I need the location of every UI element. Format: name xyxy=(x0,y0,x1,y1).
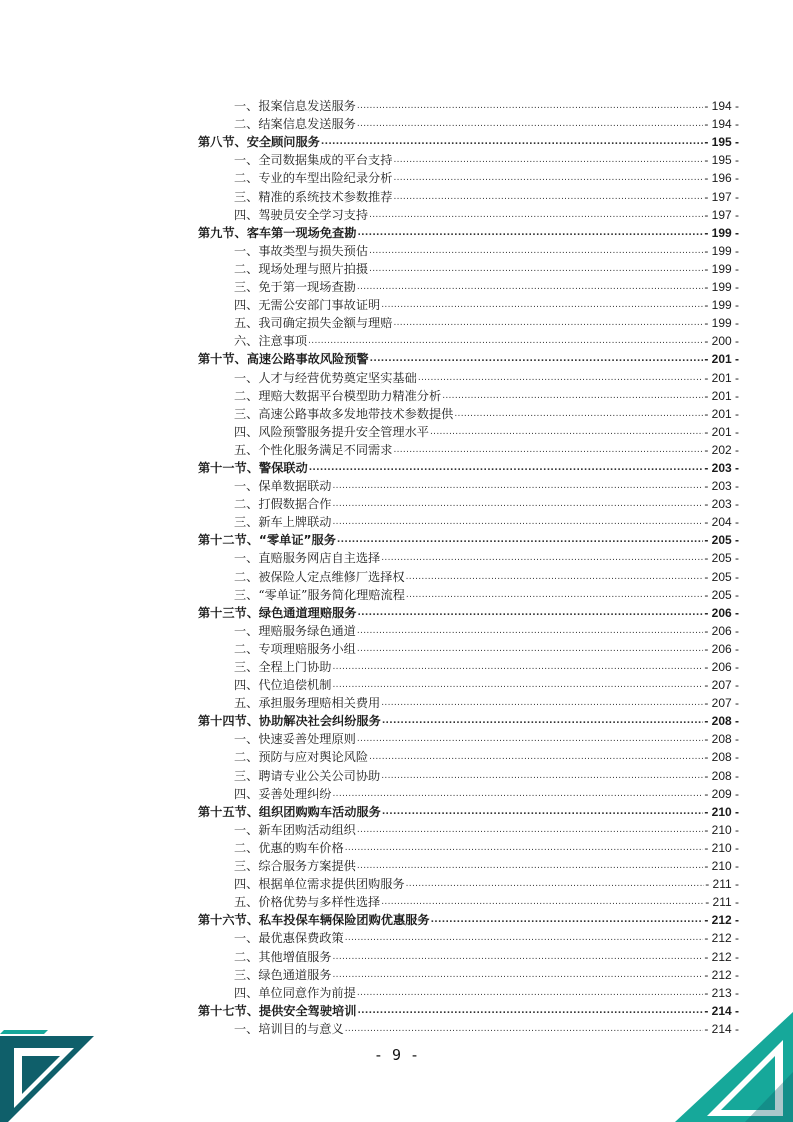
toc-entry-title: 第九节、客车第一现场免查勘 xyxy=(198,225,357,240)
toc-entry-title: 第十二节、“零单证”服务 xyxy=(198,533,336,548)
toc-subsection-entry[interactable] xyxy=(198,95,739,113)
toc-entry-title: 一、快速妥善处理原则 xyxy=(234,732,356,747)
toc-dot-leader xyxy=(333,497,704,511)
toc-dot-leader xyxy=(357,624,703,638)
toc-entry-title: 五、价格优势与多样性选择 xyxy=(234,895,381,910)
toc-entry-title: 二、预防与应对舆论风险 xyxy=(234,750,369,765)
toc-subsection-entry[interactable] xyxy=(198,982,739,1000)
toc-entry-page: - 211 - xyxy=(705,877,739,892)
toc-entry-page: - 208 - xyxy=(704,714,739,729)
toc-subsection-entry[interactable] xyxy=(198,421,739,439)
toc-entry-title: 二、被保险人定点维修厂选择权 xyxy=(234,569,405,584)
toc-dot-leader xyxy=(393,316,703,330)
toc-subsection-entry[interactable] xyxy=(198,547,739,565)
toc-entry-page: - 206 - xyxy=(704,623,739,638)
toc-entry-title: 二、专业的车型出险纪录分析 xyxy=(234,171,393,186)
toc-section-entry[interactable] xyxy=(198,909,739,927)
toc-entry-title: 二、结案信息发送服务 xyxy=(234,117,356,132)
toc-dot-leader xyxy=(308,334,703,348)
toc-dot-leader xyxy=(357,859,703,873)
toc-dot-leader xyxy=(357,642,703,656)
toc-entry-page: - 204 - xyxy=(704,515,739,530)
toc-entry-page: - 211 - xyxy=(705,895,739,910)
toc-entry-page: - 206 - xyxy=(704,641,739,656)
toc-subsection-entry[interactable] xyxy=(198,584,739,602)
toc-entry-page: - 199 - xyxy=(704,316,739,331)
toc-dot-leader xyxy=(430,425,703,439)
toc-entry-title: 一、直赔服务网店自主选择 xyxy=(234,551,381,566)
toc-entry-title: 一、报案信息发送服务 xyxy=(234,99,356,114)
toc-entry-title: 五、个性化服务满足不同需求 xyxy=(234,442,393,457)
toc-subsection-entry[interactable] xyxy=(198,493,739,511)
toc-entry-page: - 199 - xyxy=(704,261,739,276)
toc-subsection-entry[interactable] xyxy=(198,565,739,583)
toc-entry-page: - 212 - xyxy=(704,949,739,964)
toc-entry-title: 一、保单数据联动 xyxy=(234,479,332,494)
toc-subsection-entry[interactable] xyxy=(198,294,739,312)
toc-entry-page: - 203 - xyxy=(704,497,739,512)
toc-entry-title: 四、根据单位需求提供团购服务 xyxy=(234,877,405,892)
toc-entry-page: - 210 - xyxy=(704,822,739,837)
toc-dot-leader xyxy=(442,389,703,403)
page-number: - 9 - xyxy=(373,1046,420,1064)
toc-section-entry[interactable] xyxy=(198,529,739,547)
toc-entry-title: 一、培训目的与意义 xyxy=(234,1021,344,1036)
toc-entry-page: - 212 - xyxy=(704,931,739,946)
corner-decoration-right xyxy=(675,1012,793,1122)
toc-entry-page: - 201 - xyxy=(704,388,739,403)
toc-entry-title: 三、绿色通道服务 xyxy=(234,967,332,982)
toc-dot-leader xyxy=(333,968,704,982)
toc-entry-page: - 197 - xyxy=(704,207,739,222)
toc-section-entry[interactable] xyxy=(198,710,739,728)
toc-subsection-entry[interactable] xyxy=(198,855,739,873)
toc-dot-leader xyxy=(381,895,704,909)
table-of-contents xyxy=(198,95,739,1036)
toc-entry-page: - 208 - xyxy=(704,732,739,747)
toc-dot-leader xyxy=(369,750,703,764)
toc-entry-title: 第十七节、提供安全驾驶培训 xyxy=(198,1003,357,1018)
toc-entry-page: - 210 - xyxy=(704,804,739,819)
toc-entry-page: - 212 - xyxy=(704,967,739,982)
toc-entry-title: 二、其他增值服务 xyxy=(234,949,332,964)
toc-entry-page: - 208 - xyxy=(704,768,739,783)
toc-entry-title: 三、“零单证”服务简化理赔流程 xyxy=(234,587,405,602)
toc-entry-page: - 197 - xyxy=(704,189,739,204)
toc-dot-leader xyxy=(393,171,703,185)
toc-entry-page: - 202 - xyxy=(704,442,739,457)
toc-dot-leader xyxy=(309,461,704,475)
toc-dot-leader xyxy=(381,551,703,565)
toc-entry-title: 第十节、高速公路事故风险预警 xyxy=(198,352,369,367)
toc-entry-title: 二、现场处理与照片拍摄 xyxy=(234,261,369,276)
toc-subsection-entry[interactable] xyxy=(198,964,739,982)
toc-entry-page: - 201 - xyxy=(704,424,739,439)
toc-entry-title: 四、风险预警服务提升安全管理水平 xyxy=(234,424,429,439)
toc-subsection-entry[interactable] xyxy=(198,167,739,185)
toc-dot-leader xyxy=(337,533,703,547)
toc-entry-title: 四、妥善处理纠纷 xyxy=(234,786,332,801)
toc-entry-title: 一、新车团购活动组织 xyxy=(234,822,356,837)
toc-subsection-entry[interactable] xyxy=(198,403,739,421)
toc-dot-leader xyxy=(369,208,703,222)
toc-subsection-entry[interactable] xyxy=(198,783,739,801)
toc-entry-title: 第十三节、绿色通道理赔服务 xyxy=(198,605,357,620)
toc-entry-page: - 194 - xyxy=(704,99,739,114)
toc-subsection-entry[interactable] xyxy=(198,873,739,891)
toc-dot-leader xyxy=(382,714,704,728)
toc-dot-leader xyxy=(393,443,703,457)
toc-entry-title: 二、优惠的购车价格 xyxy=(234,840,344,855)
toc-subsection-entry[interactable] xyxy=(198,927,739,945)
toc-subsection-entry[interactable] xyxy=(198,819,739,837)
toc-entry-title: 第八节、安全顾问服务 xyxy=(198,135,320,150)
toc-dot-leader xyxy=(431,913,704,927)
toc-entry-title: 五、承担服务理赔相关费用 xyxy=(234,696,381,711)
toc-subsection-entry[interactable] xyxy=(198,204,739,222)
toc-dot-leader xyxy=(333,787,704,801)
toc-subsection-entry[interactable] xyxy=(198,656,739,674)
toc-entry-title: 三、综合服务方案提供 xyxy=(234,859,356,874)
toc-section-entry[interactable] xyxy=(198,602,739,620)
toc-entry-title: 一、全司数据集成的平台支持 xyxy=(234,153,393,168)
toc-entry-page: - 205 - xyxy=(704,551,739,566)
toc-entry-page: - 199 - xyxy=(704,280,739,295)
toc-dot-leader xyxy=(333,515,704,529)
toc-dot-leader xyxy=(357,986,703,1000)
toc-dot-leader xyxy=(333,479,704,493)
toc-entry-page: - 195 - xyxy=(704,153,739,168)
toc-subsection-entry[interactable] xyxy=(198,149,739,167)
toc-dot-leader xyxy=(357,117,703,131)
toc-subsection-entry[interactable] xyxy=(198,113,739,131)
toc-entry-page: - 205 - xyxy=(704,587,739,602)
toc-entry-page: - 199 - xyxy=(704,298,739,313)
toc-subsection-entry[interactable] xyxy=(198,638,739,656)
toc-dot-leader xyxy=(333,678,704,692)
toc-dot-leader xyxy=(370,352,704,366)
toc-dot-leader xyxy=(393,190,703,204)
toc-entry-page: - 207 - xyxy=(704,696,739,711)
toc-entry-title: 二、专项理赔服务小组 xyxy=(234,641,356,656)
toc-subsection-entry[interactable] xyxy=(198,258,739,276)
corner-decoration-left xyxy=(0,1030,100,1122)
toc-entry-page: - 209 - xyxy=(704,786,739,801)
toc-subsection-entry[interactable] xyxy=(198,439,739,457)
toc-entry-page: - 210 - xyxy=(704,840,739,855)
toc-entry-page: - 214 - xyxy=(704,1021,739,1036)
toc-entry-page: - 213 - xyxy=(704,985,739,1000)
toc-dot-leader xyxy=(381,769,703,783)
toc-entry-page: - 203 - xyxy=(704,479,739,494)
toc-dot-leader xyxy=(406,570,704,584)
toc-dot-leader xyxy=(345,931,704,945)
toc-subsection-entry[interactable] xyxy=(198,746,739,764)
toc-dot-leader xyxy=(357,280,703,294)
toc-entry-page: - 214 - xyxy=(704,1003,739,1018)
toc-entry-title: 四、代位追偿机制 xyxy=(234,678,332,693)
toc-entry-page: - 199 - xyxy=(704,225,739,240)
toc-dot-leader xyxy=(357,732,703,746)
toc-entry-page: - 194 - xyxy=(704,117,739,132)
toc-entry-title: 三、免于第一现场查勘 xyxy=(234,280,356,295)
toc-dot-leader xyxy=(381,696,703,710)
toc-entry-title: 二、打假数据合作 xyxy=(234,497,332,512)
toc-entry-page: - 208 - xyxy=(704,750,739,765)
toc-entry-title: 六、注意事项 xyxy=(234,334,308,349)
toc-entry-title: 四、驾驶员安全学习支持 xyxy=(234,207,369,222)
toc-entry-title: 三、精准的系统技术参数推荐 xyxy=(234,189,393,204)
toc-entry-title: 一、事故类型与损失预估 xyxy=(234,243,369,258)
toc-entry-page: - 201 - xyxy=(704,352,739,367)
toc-entry-title: 第十六节、私车投保车辆保险团购优惠服务 xyxy=(198,913,430,928)
toc-dot-leader xyxy=(333,660,704,674)
toc-entry-page: - 201 - xyxy=(704,370,739,385)
toc-dot-leader xyxy=(418,371,704,385)
toc-entry-title: 一、人才与经营优势奠定坚实基础 xyxy=(234,370,417,385)
toc-entry-page: - 210 - xyxy=(704,859,739,874)
toc-entry-title: 三、全程上门协助 xyxy=(234,660,332,674)
toc-dot-leader xyxy=(393,153,703,167)
toc-entry-title: 第十一节、警保联动 xyxy=(198,460,308,475)
toc-entry-page: - 203 - xyxy=(704,460,739,475)
toc-subsection-entry[interactable] xyxy=(198,312,739,330)
toc-dot-leader xyxy=(345,1022,704,1036)
toc-entry-page: - 205 - xyxy=(704,569,739,584)
toc-entry-title: 三、新车上牌联动 xyxy=(234,515,332,530)
toc-entry-page: - 200 - xyxy=(704,334,739,349)
toc-entry-title: 第十五节、组织团购购车活动服务 xyxy=(198,804,381,819)
toc-entry-page: - 207 - xyxy=(704,678,739,693)
toc-section-entry[interactable] xyxy=(198,1000,739,1018)
toc-entry-title: 一、最优惠保费政策 xyxy=(234,931,344,946)
toc-dot-leader xyxy=(357,606,703,620)
toc-dot-leader xyxy=(321,135,703,149)
toc-entry-page: - 196 - xyxy=(704,171,739,186)
toc-subsection-entry[interactable] xyxy=(198,385,739,403)
toc-subsection-entry[interactable] xyxy=(198,728,739,746)
toc-dot-leader xyxy=(381,298,703,312)
toc-section-entry[interactable] xyxy=(198,348,739,366)
toc-entry-title: 二、理赔大数据平台模型助力精准分析 xyxy=(234,388,442,403)
toc-entry-title: 五、我司确定损失金额与理赔 xyxy=(234,316,393,331)
toc-dot-leader xyxy=(454,407,703,421)
toc-subsection-entry[interactable] xyxy=(198,764,739,782)
toc-subsection-entry[interactable] xyxy=(198,674,739,692)
toc-dot-leader xyxy=(357,226,703,240)
toc-entry-title: 三、聘请专业公关公司协助 xyxy=(234,768,381,783)
toc-entry-page: - 206 - xyxy=(704,660,739,674)
toc-subsection-entry[interactable] xyxy=(198,511,739,529)
toc-dot-leader xyxy=(406,588,703,602)
toc-entry-page: - 212 - xyxy=(704,913,739,928)
toc-entry-title: 三、高速公路事故多发地带技术参数提供 xyxy=(234,406,454,421)
toc-entry-page: - 199 - xyxy=(704,243,739,258)
toc-subsection-entry[interactable] xyxy=(198,185,739,203)
toc-dot-leader xyxy=(382,805,704,819)
toc-entry-title: 四、无需公安部门事故证明 xyxy=(234,298,381,313)
toc-subsection-entry[interactable] xyxy=(198,240,739,258)
toc-dot-leader xyxy=(357,99,703,113)
toc-subsection-entry[interactable] xyxy=(198,330,739,348)
toc-dot-leader xyxy=(369,244,703,258)
toc-section-entry[interactable] xyxy=(198,457,739,475)
toc-entry-title: 第十四节、协助解决社会纠纷服务 xyxy=(198,714,381,729)
toc-entry-title: 四、单位同意作为前提 xyxy=(234,985,356,1000)
toc-entry-page: - 201 - xyxy=(704,406,739,421)
toc-entry-page: - 195 - xyxy=(704,135,739,150)
toc-section-entry[interactable] xyxy=(198,801,739,819)
toc-entry-page: - 206 - xyxy=(704,605,739,620)
toc-subsection-entry[interactable] xyxy=(198,1018,739,1036)
toc-section-entry[interactable] xyxy=(198,222,739,240)
toc-subsection-entry[interactable] xyxy=(198,692,739,710)
toc-dot-leader xyxy=(345,841,704,855)
toc-subsection-entry[interactable] xyxy=(198,837,739,855)
toc-dot-leader xyxy=(406,877,705,891)
toc-entry-title: 一、理赔服务绿色通道 xyxy=(234,623,356,638)
toc-entry-page: - 205 - xyxy=(704,533,739,548)
toc-dot-leader xyxy=(369,262,703,276)
toc-dot-leader xyxy=(357,823,703,837)
toc-subsection-entry[interactable] xyxy=(198,366,739,384)
toc-section-entry[interactable] xyxy=(198,131,739,149)
toc-subsection-entry[interactable] xyxy=(198,276,739,294)
toc-dot-leader xyxy=(357,1004,703,1018)
toc-subsection-entry[interactable] xyxy=(198,945,739,963)
toc-subsection-entry[interactable] xyxy=(198,620,739,638)
toc-subsection-entry[interactable] xyxy=(198,475,739,493)
toc-subsection-entry[interactable] xyxy=(198,891,739,909)
toc-dot-leader xyxy=(333,950,704,964)
